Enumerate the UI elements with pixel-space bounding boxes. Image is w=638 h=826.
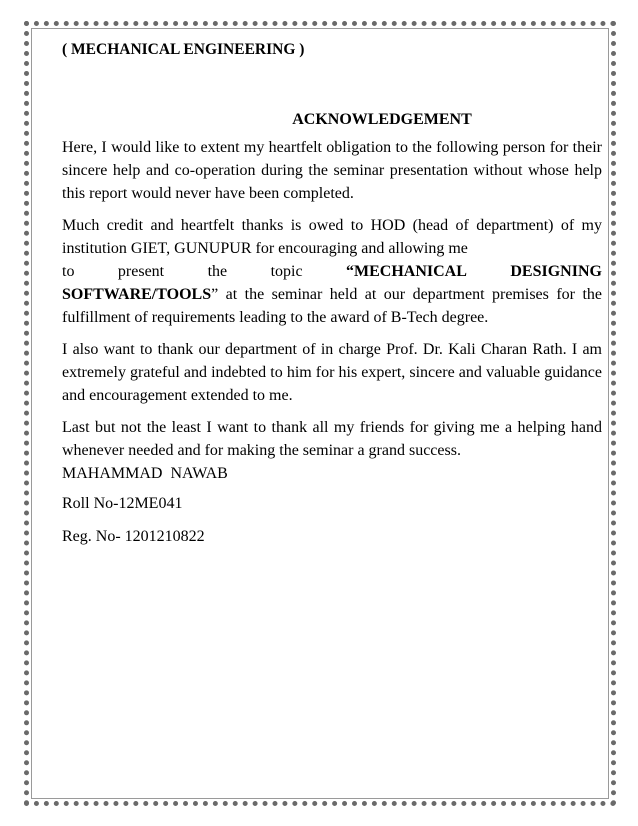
topic-word: the xyxy=(207,263,228,280)
paragraph-obligation: Here, I would like to extent my heartfelt obligation to the following person for their sincere help and co-operation during the seminar presentation without whose help this report would never have been completed. xyxy=(62,139,602,202)
signature-roll-number: Roll No-12ME041 xyxy=(62,495,183,512)
paragraph-prof-thanks: I also want to thank our department of in charge Prof. Dr. Kali Charan Rath. I am extremely grateful and indebted to him for his expert, sincere and valuable guidance and encouragement extended to me. xyxy=(62,341,602,404)
topic-word: to xyxy=(62,263,75,280)
signature-name-text: MAHAMMAD NAWAB xyxy=(62,465,228,482)
topic-line xyxy=(62,260,602,283)
topic-word-bold: DESIGNING xyxy=(510,263,602,280)
paragraph-friends-thanks: Last but not the least I want to thank all my friends for giving me a helping hand whenever needed and for making the seminar a grand success. xyxy=(62,419,602,459)
paragraph-hod-rest: ” at the seminar held at our department premises for the fulfillment of requirements leading to the award of B-Tech degree. xyxy=(62,286,602,326)
paragraph-hod-text: Much credit and heartfelt thanks is owed to HOD (head of department) of my institution GIET, GUNUPUR for encouraging and allowing me xyxy=(62,217,602,257)
page-title: ACKNOWLEDGEMENT xyxy=(292,111,472,128)
department-heading: ( MECHANICAL ENGINEERING ) xyxy=(62,41,305,58)
signature-name xyxy=(62,462,602,485)
document-body xyxy=(62,38,602,548)
topic-word: present xyxy=(117,263,165,280)
signature-registration-number: Reg. No- 1201210822 xyxy=(62,528,205,545)
topic-word: topic xyxy=(270,263,303,280)
topic-title-tail: SOFTWARE/TOOLS xyxy=(62,286,212,303)
paragraph-hod-thanks xyxy=(62,214,602,329)
topic-word-bold: “MECHANICAL xyxy=(346,263,467,280)
